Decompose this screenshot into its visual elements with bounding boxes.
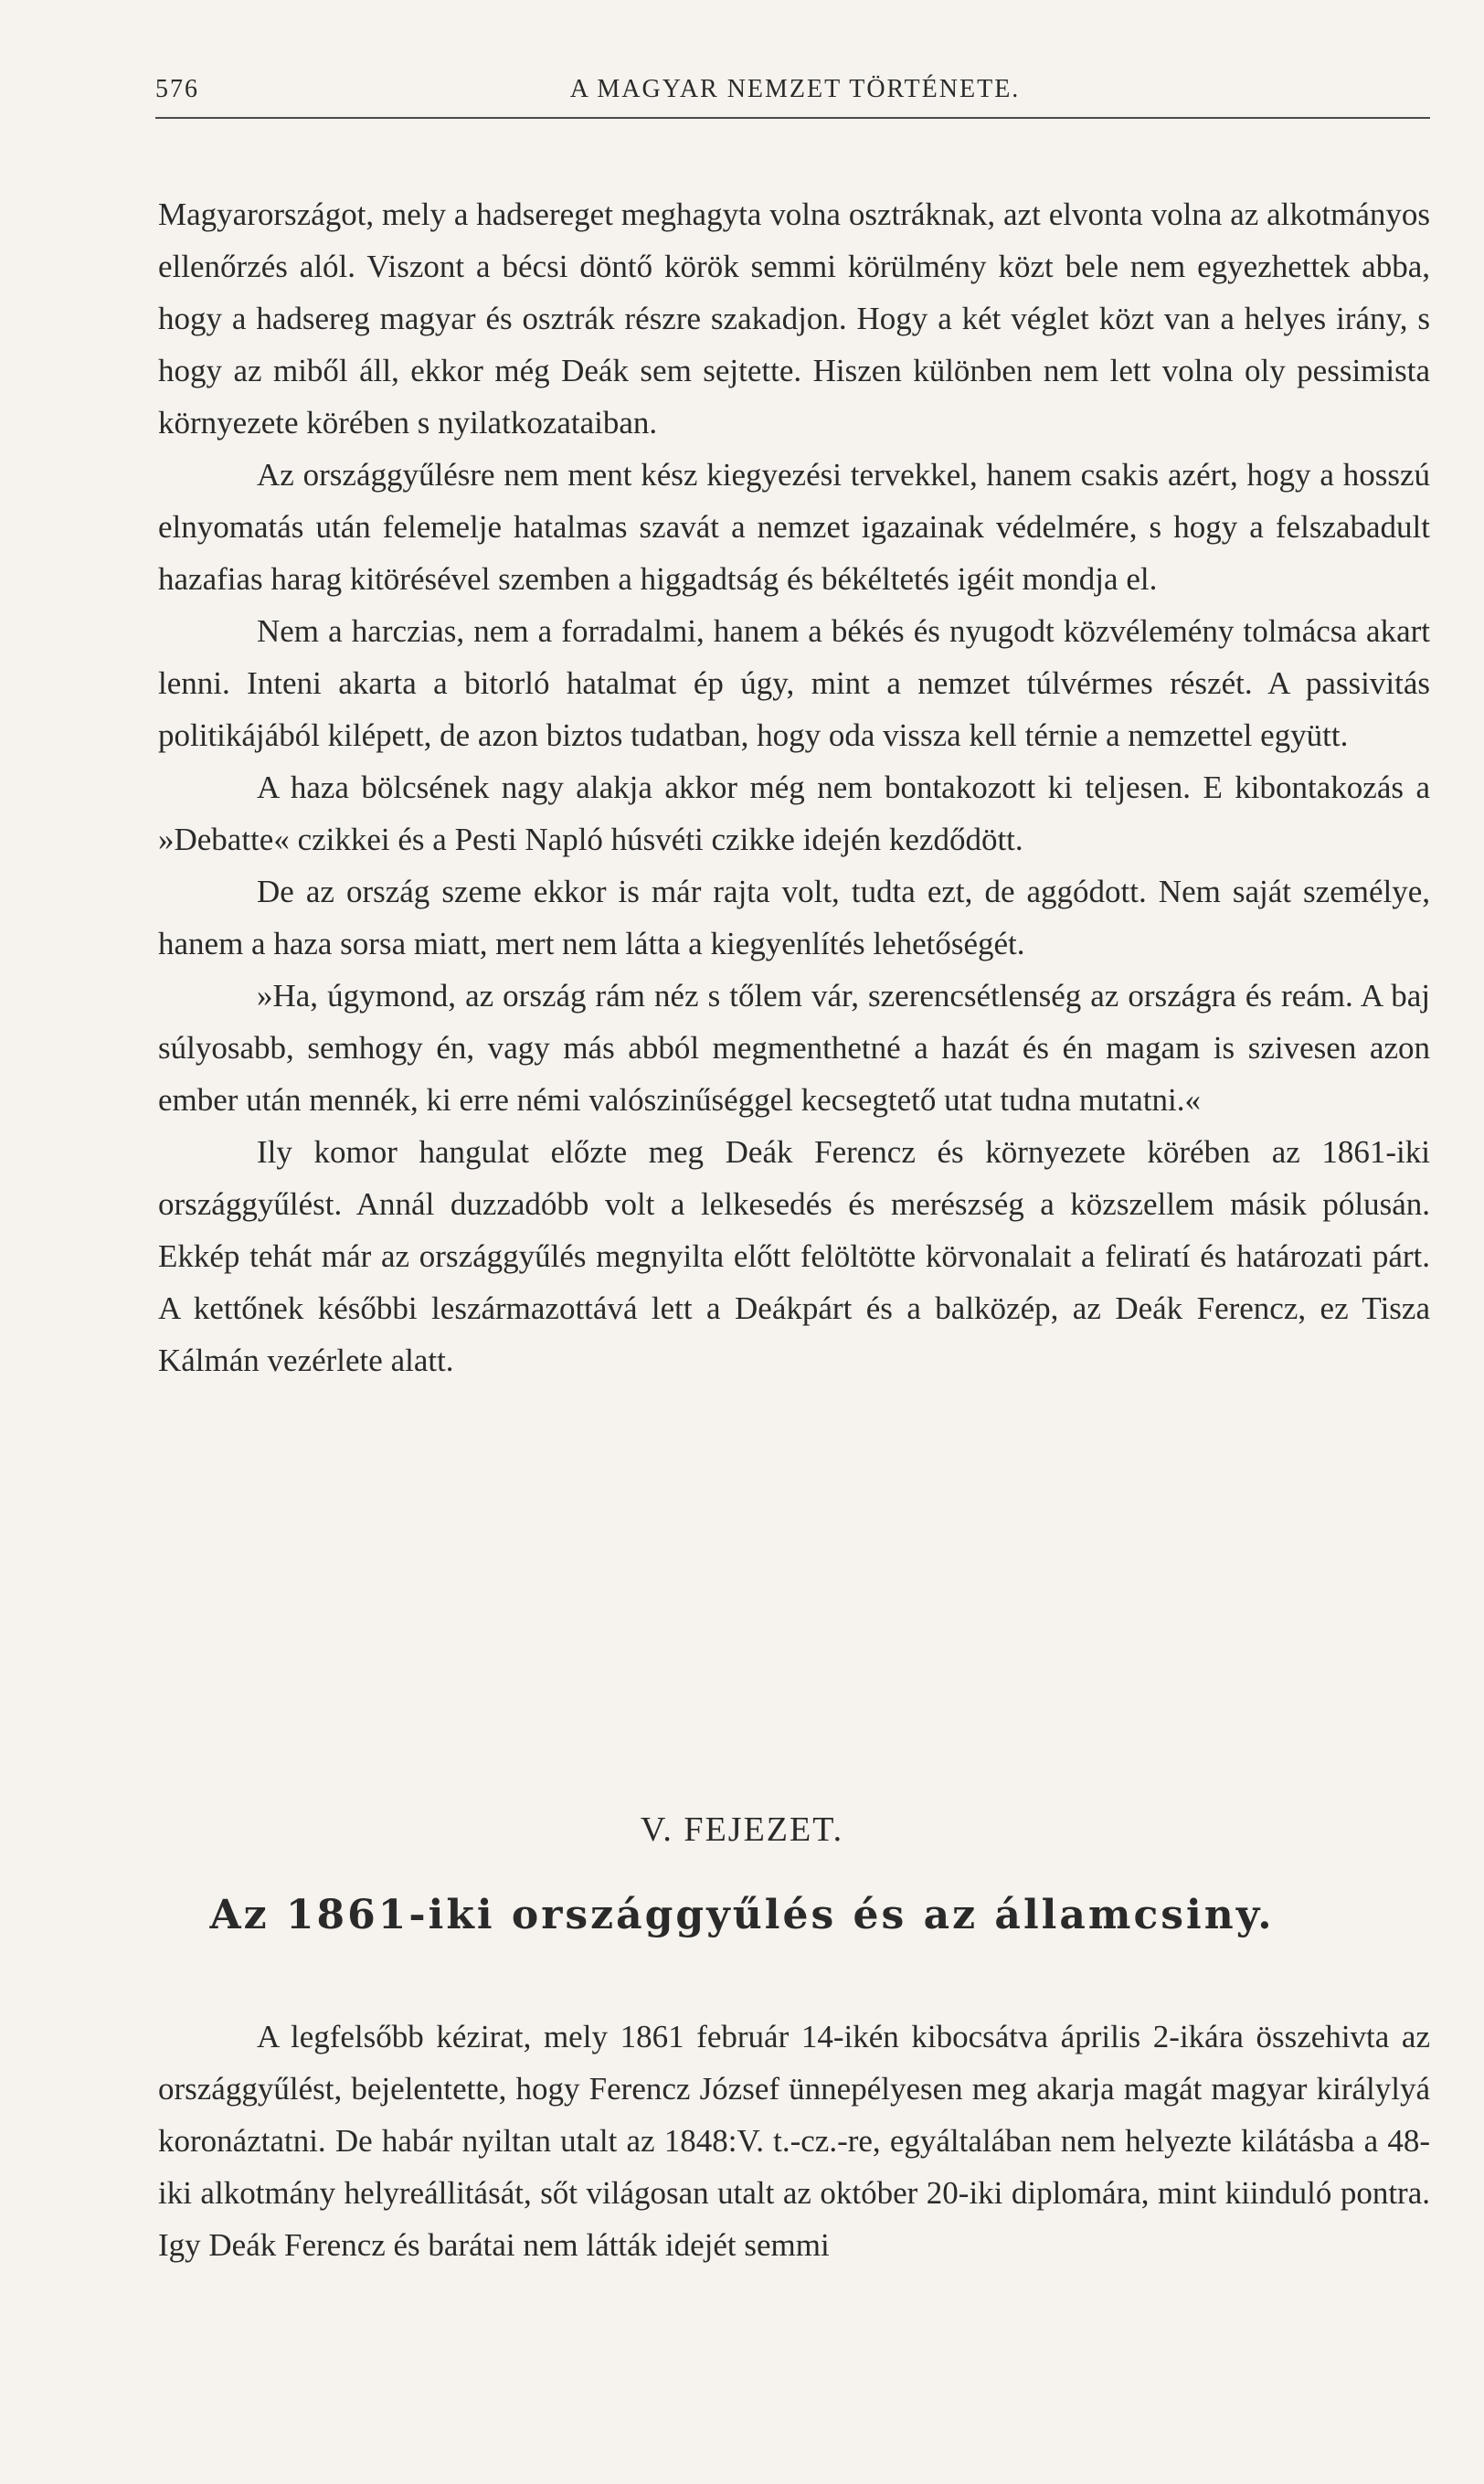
body-text-section-1 [158, 188, 1430, 1386]
paragraph: A legfelsőbb kézirat, mely 1861 február 14-ikén kibocsátva április 2-ikára összehivta az országgyűlést, bejelentette, hogy Ferencz József ünnepélyesen meg akarja magát magyar királylyá koronáztatni. De habár nyiltan utalt az 1848:V. t.-cz.-re, egyáltalában nem helyezte kilátásba a 48-iki alkotmány helyreállitását, sőt világosan utalt az október 20-iki diplomára, mint kiinduló pontra. Igy Deák Ferencz és barátai nem látták idejét semmi [158, 2019, 1430, 2263]
header-rule [155, 117, 1430, 119]
chapter-title: Az 1861-iki országgyűlés és az államcsiny. [209, 1892, 1275, 1938]
running-title: A MAGYAR NEMZET TÖRTÉNETE. [569, 75, 1021, 103]
chapter-number: V. FEJEZET. [640, 1810, 844, 1849]
paragraph: Magyarországot, mely a hadsereget meghagyta volna osztráknak, azt elvonta volna az alkotmányos ellenőrzés alól. Viszont a bécsi döntő körök semmi körülmény közt bele nem egyezhettek abba, hogy a hadsereg magyar és osztrák részre szakadjon. Hogy a két véglet közt van a helyes irány, s hogy az miből áll, ekkor még Deák sem sejtette. Hiszen különben nem lett volna oly pessimista környezete körében s nyilatkozataiban. [158, 196, 1430, 441]
page-number: 576 [155, 75, 199, 103]
paragraph: Ily komor hangulat előzte meg Deák Ferencz és környezete körében az 1861-iki országgyűlést. Annál duzzadóbb volt a lelkesedés és merészség a közszellem másik pólusán. Ekkép tehát már az országgyűlés megnyilta előtt felöltötte körvonalait a feliratí és határozati párt. A kettőnek későbbi leszármazottává lett a Deákpárt és a balközép, az Deák Ferencz, ez Tisza Kálmán vezérlete alatt. [158, 1134, 1430, 1378]
paragraph: De az ország szeme ekkor is már rajta volt, tudta ezt, de aggódott. Nem saját személye, hanem a haza sorsa miatt, mert nem látta a kiegyenlítés lehetőségét. [158, 874, 1430, 961]
page-header [155, 75, 1435, 111]
paragraph: Az országgyűlésre nem ment kész kiegyezési tervekkel, hanem csakis azért, hogy a hosszú elnyomatás után felemelje hatalmas szavát a nemzet igazainak védelmére, s hogy a felszabadult hazafias harag kitörésével szemben a higgadtság és békéltetés igéit mondja el. [158, 457, 1430, 597]
paragraph: A haza bölcsének nagy alakja akkor még nem bontakozott ki teljesen. E kibontakozás a »Debatte« czikkei és a Pesti Napló húsvéti czikke idején kezdődött. [158, 770, 1430, 857]
paragraph: Nem a harczias, nem a forradalmi, hanem a békés és nyugodt közvélemény tolmácsa akart lenni. Inteni akarta a bitorló hatalmat ép úgy, mint a nemzet túlvérmes részét. A passivitás politikájából kilépett, de azon biztos tudatban, hogy oda vissza kell térnie a nemzettel együtt. [158, 613, 1430, 753]
body-text-section-2 [158, 2011, 1430, 2271]
paragraph: »Ha, úgymond, az ország rám néz s tőlem vár, szerencsétlenség az országra és reám. A baj súlyosabb, semhogy én, vagy más abból megmenthetné a hazát és én magam is szivesen azon ember után mennék, ki erre némi valószinűséggel kecsegtető utat tudna mutatni.« [158, 978, 1430, 1118]
